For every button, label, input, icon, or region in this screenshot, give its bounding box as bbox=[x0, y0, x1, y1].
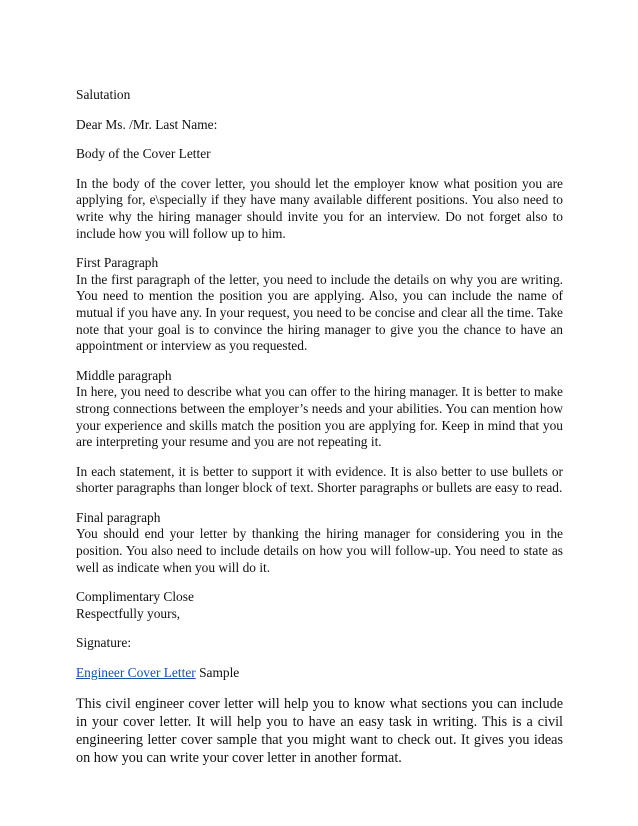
sample-text: This civil engineer cover letter will help you to know what sections you can include in your cover letter. It will help you to have an easy task in writing. This is a civil engineering letter cover sample that you might want to check out. It gives you ideas on how you can write your cover letter in another format. bbox=[76, 695, 563, 766]
signature-label: Signature: bbox=[76, 635, 132, 651]
middle-paragraph-text: In here, you need to describe what you can offer to the hiring manager. It is better to make strong connections between the employer’s needs and your abilities. You can mention how your experience and skills match the position you are applying for. Keep in mind that you are interpreting your resume and you are not repeating it. bbox=[76, 384, 563, 450]
body-text: In the body of the cover letter, you should let the employer know what position you are applying for, e\specially if they have many available different positions. You also need to write why the hiring manager should invite you for an interview. Do not forget also to include how you will follow up to him. bbox=[76, 175, 563, 241]
body-heading: Body of the Cover Letter bbox=[76, 146, 211, 162]
greeting-line: Dear Ms. /Mr. Last Name: bbox=[76, 116, 218, 132]
complimentary-close-text: Respectfully yours, bbox=[76, 605, 181, 621]
complimentary-close-heading: Complimentary Close bbox=[76, 589, 194, 605]
complimentary-close-section bbox=[76, 589, 563, 622]
salutation-heading: Salutation bbox=[76, 87, 131, 102]
sample-heading bbox=[76, 665, 563, 682]
sample-heading-suffix: Sample bbox=[195, 665, 240, 681]
first-paragraph-heading: First Paragraph bbox=[76, 255, 159, 271]
engineer-cover-letter-link[interactable]: Engineer Cover Letter bbox=[76, 665, 196, 681]
document-page bbox=[76, 87, 563, 767]
first-paragraph-section bbox=[76, 255, 563, 355]
middle-paragraph-heading: Middle paragraph bbox=[76, 367, 172, 383]
first-paragraph-text: In the first paragraph of the letter, you need to include the details on why you are writing. You need to mention the position you are applying. Also, you can include the name of mutual if you have any. In your request, you need to be concise and clear all the time. Take note that your goal is to convince the hiring manager to give you the chance to have an appointment or interview as you requested. bbox=[76, 271, 563, 354]
final-paragraph-text: You should end your letter by thanking the hiring manager for considering you in the position. You also need to include details on how you will follow-up. You need to state as well as indicate when you will do it. bbox=[76, 526, 563, 575]
final-paragraph-heading: Final paragraph bbox=[76, 509, 161, 525]
middle-paragraph-section bbox=[76, 368, 563, 451]
statement-text: In each statement, it is better to support it with evidence. It is also better to use bullets or shorter paragraphs than longer block of text. Shorter paragraphs or bullets are easy to read. bbox=[76, 463, 563, 496]
final-paragraph-section bbox=[76, 510, 563, 576]
